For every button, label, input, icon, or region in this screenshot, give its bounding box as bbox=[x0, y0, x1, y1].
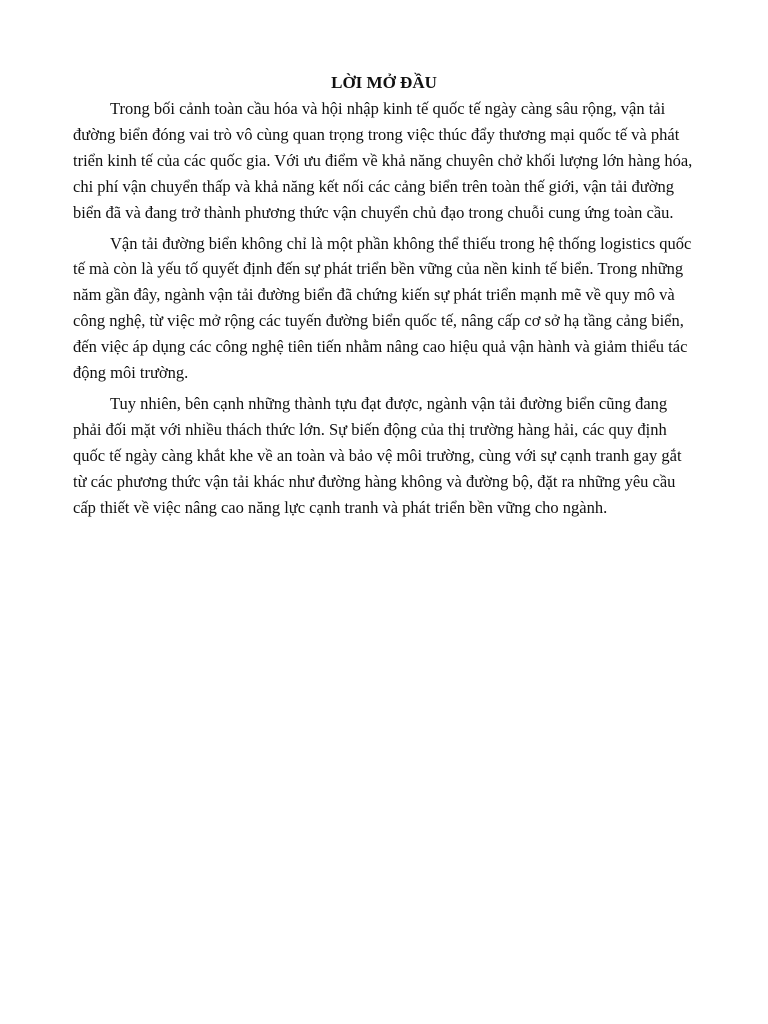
document-body bbox=[73, 70, 695, 526]
page-title: LỜI MỞ ĐẦU bbox=[331, 73, 437, 92]
paragraph-1: Trong bối cảnh toàn cầu hóa và hội nhập kinh tế quốc tế ngày càng sâu rộng, vận tải đường biển đóng vai trò vô cùng quan trọng trong việc thúc đẩy thương mại quốc tế và phát triển kinh tế của các quốc gia. Với ưu điểm về khả năng chuyên chở khối lượng lớn hàng hóa, chi phí vận chuyển thấp và khả năng kết nối các cảng biển trên toàn thế giới, vận tải đường biển đã và đang trở thành phương thức vận chuyển chủ đạo trong chuỗi cung ứng toàn cầu. bbox=[73, 99, 693, 222]
paragraph-2: Vận tải đường biển không chỉ là một phần không thể thiếu trong hệ thống logistics quốc tế mà còn là yếu tố quyết định đến sự phát triển bền vững của nền kinh tế biển. Trong những năm gần đây, ngành vận tải đường biển đã chứng kiến sự phát triển mạnh mẽ về quy mô và công nghệ, từ việc mở rộng các tuyến đường biển quốc tế, nâng cấp cơ sở hạ tầng cảng biển, đến việc áp dụng các công nghệ tiên tiến nhằm nâng cao hiệu quả vận hành và giảm thiểu tác động môi trường. bbox=[73, 233, 692, 383]
paragraph-3: Tuy nhiên, bên cạnh những thành tựu đạt được, ngành vận tải đường biển cũng đang phải đối mặt với nhiều thách thức lớn. Sự biến động của thị trường hàng hải, các quy định quốc tế ngày càng khắt khe về an toàn và bảo vệ môi trường, cùng với sự cạnh tranh gay gắt từ các phương thức vận tải khác như đường hàng không và đường bộ, đặt ra những yêu cầu cấp thiết về việc nâng cao năng lực cạnh tranh và phát triển bền vững cho ngành. bbox=[73, 393, 682, 517]
